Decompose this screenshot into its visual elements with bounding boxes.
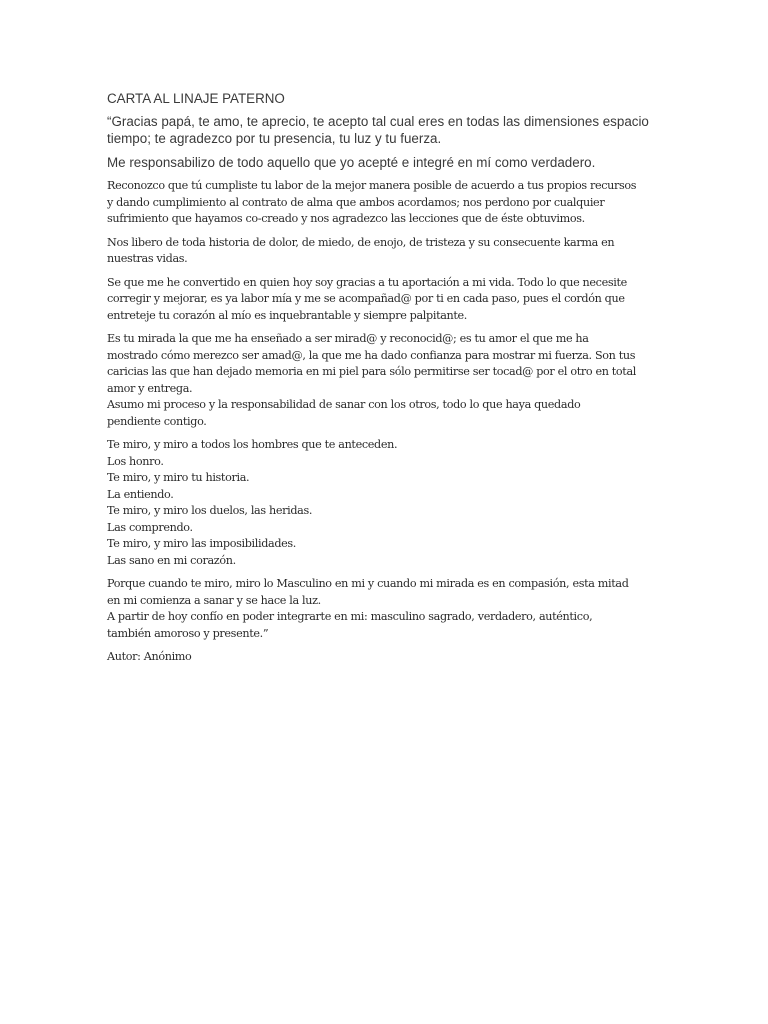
litany-line-8: Las sano en mi corazón. <box>107 553 236 567</box>
release-line-2: nuestras vidas. <box>107 252 188 265</box>
litany-line-1: Te miro, y miro a todos los hombres que te anteceden. <box>107 438 398 451</box>
gaze-line-5: Asumo mi proceso y la responsabilidad de sanar con los otros, todo lo que haya quedado <box>107 398 581 411</box>
closing-paragraph <box>107 576 675 642</box>
opening-paragraph <box>107 113 675 147</box>
gratitude-paragraph <box>107 275 675 325</box>
closing-line-4: también amoroso y presente.” <box>107 626 269 640</box>
opening-line-2: tiempo; te agradezco por tu presencia, tu luz y tu fuerza. <box>107 131 442 146</box>
gaze-line-3: caricias las que han dejado memoria en mi piel para sólo permitirse ser tocad@ por el otro en total <box>107 365 636 378</box>
recognition-line-2: y dando cumplimiento al contrato de alma que ambos acordamos; nos perdono por cualquier <box>107 195 605 209</box>
opening-line-1: “Gracias papá, te amo, te aprecio, te acepto tal cual eres en todas las dimensiones espacio <box>107 114 649 129</box>
author-text: Autor: Anónimo <box>107 650 192 663</box>
responsibility-line-1: Me responsabilizo de todo aquello que yo acepté e integré en mí como verdadero. <box>107 155 596 170</box>
closing-line-3: A partir de hoy confío en poder integrarte en mi: masculino sagrado, verdadero, auténtico, <box>107 610 593 623</box>
gaze-line-1: Es tu mirada la que me ha enseñado a ser mirad@ y reconocid@; es tu amor el que me ha <box>107 332 589 345</box>
litany-line-5: Te miro, y miro los duelos, las heridas. <box>107 504 313 517</box>
gratitude-line-3: entreteje tu corazón al mío es inquebrantable y siempre palpitante. <box>107 308 468 322</box>
closing-line-2: en mi comienza a sanar y se hace la luz. <box>107 593 321 607</box>
document-page <box>107 90 675 673</box>
recognition-line-1: Reconozco que tú cumpliste tu labor de la mejor manera posible de acuerdo a tus propios recursos <box>107 179 637 192</box>
gaze-paragraph <box>107 331 675 430</box>
release-line-1: Nos libero de toda historia de dolor, de miedo, de enojo, de tristeza y su consecuente karma en <box>107 235 615 249</box>
document-title: CARTA AL LINAJE PATERNO <box>107 91 285 106</box>
litany-line-6: Las comprendo. <box>107 520 193 534</box>
author-line <box>107 649 675 666</box>
litany-line-4: La entiendo. <box>107 487 174 501</box>
recognition-paragraph <box>107 178 675 228</box>
litany-line-3: Te miro, y miro tu historia. <box>107 471 250 484</box>
litany-line-7: Te miro, y miro las imposibilidades. <box>107 537 297 550</box>
release-paragraph <box>107 235 675 268</box>
gaze-line-4: amor y entrega. <box>107 381 193 395</box>
recognition-line-3: sufrimiento que hayamos co-creado y nos agradezco las lecciones que de éste obtuvimos. <box>107 212 585 225</box>
gratitude-line-2: corregir y mejorar, es ya labor mía y me se acompañad@ por ti en cada paso, pues el cordón que <box>107 292 625 305</box>
gratitude-line-1: Se que me he convertido en quien hoy soy gracias a tu aportación a mi vida. Todo lo que necesite <box>107 275 627 289</box>
closing-line-1: Porque cuando te miro, miro lo Masculino en mi y cuando mi mirada es en compasión, esta mitad <box>107 577 629 590</box>
gaze-line-2: mostrado cómo merezco ser amad@, la que me ha dado confianza para mostrar mi fuerza. Son tus <box>107 348 636 362</box>
litany-paragraph <box>107 437 675 569</box>
gaze-line-6: pendiente contigo. <box>107 414 207 428</box>
responsibility-paragraph <box>107 154 675 171</box>
litany-line-2: Los honro. <box>107 454 164 468</box>
